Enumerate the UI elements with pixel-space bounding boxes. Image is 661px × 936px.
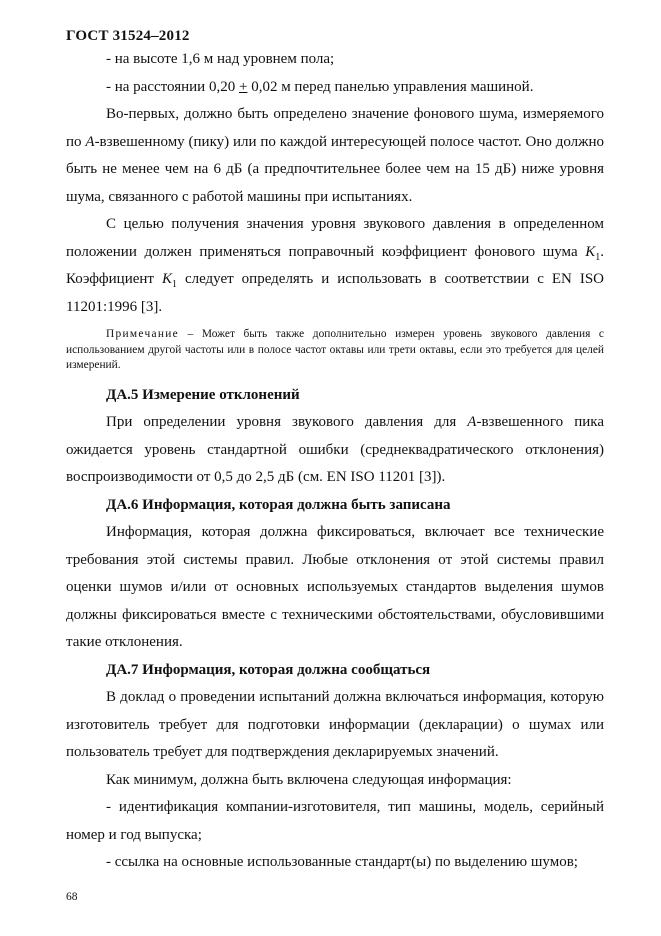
note [66,327,604,374]
list-item-manufacturer: - идентификация компании-изготовителя, тип машины, модель, серийный номер и год выпуска; [66,799,604,843]
page-body [66,46,604,877]
paragraph-recorded-info: Информация, которая должна фиксироваться, включает все технические требования этой системы правил. Любые отклонения от этой системы правил оценки шумов и/или от основных используемых стандартов выделения шумов должны фиксироваться вместе с техническими обстоятельствами, обусловившими такие отклонения. [66,524,604,650]
paragraph-report: В доклад о проведении испытаний должна включаться информация, которую изготовитель требует для подготовки информации (декларации) о шумах или пользователь требует для подтверждения декларируемых значений. [66,689,604,760]
plus-minus-sign: + [238,78,248,95]
list-item-standards: - ссылка на основные использованные стандарт(ы) по выделению шумов; [106,854,578,870]
note-label: Примечание [106,328,180,340]
note-text: – Может быть также дополнительно измерен уровень звукового давления с использованием другой частоты или в полосе частот октавы или трети октавы, если это требуется для целей измерений. [66,328,604,371]
paragraph-height: - на высоте 1,6 м над уровнем пола; [106,51,335,67]
section-heading-da5: ДА.5 Измерение отклонений [106,386,300,403]
paragraph-correction-factor: С целью получения значения уровня звукового давления в определенном положении должен применяться поправочный коэффициент фонового шума $K_1$. Коэффициент $K_1$ следует определять и использовать в соответствии с EN ISO 11201:1996 [3]. [66,216,604,315]
page-number: 68 [66,891,78,903]
paragraph-background-noise: Во-первых, должно быть определено значение фонового шума, измеряемого по A-взвешенному (пику) или по каждой интересующей полосе частот. Оно должно быть не менее чем на 6 дБ (а предпочтительнее более чем на 15 дБ) ниже уровня шума, связанного с работой машины при испытаниях. [66,106,605,205]
section-heading-da7: ДА.7 Информация, которая должна сообщаться [106,661,431,678]
paragraph-minimum-info: Как минимум, должна быть включена следующая информация: [106,771,512,788]
section-heading-da6: ДА.6 Информация, которая должна быть записана [106,496,451,513]
paragraph-deviations: При определении уровня звукового давления для A-взвешенного пика ожидается уровень стандартной ошибки (среднеквадратического отклонения) воспроизводимости от 0,5 до 2,5 дБ (см. EN ISO 11201 [3]). [66,414,604,485]
paragraph-distance: - на расстоянии 0,20 + 0,02 м перед панелью управления машиной. [106,78,534,95]
document-header: ГОСТ 31524–2012 [66,28,190,44]
